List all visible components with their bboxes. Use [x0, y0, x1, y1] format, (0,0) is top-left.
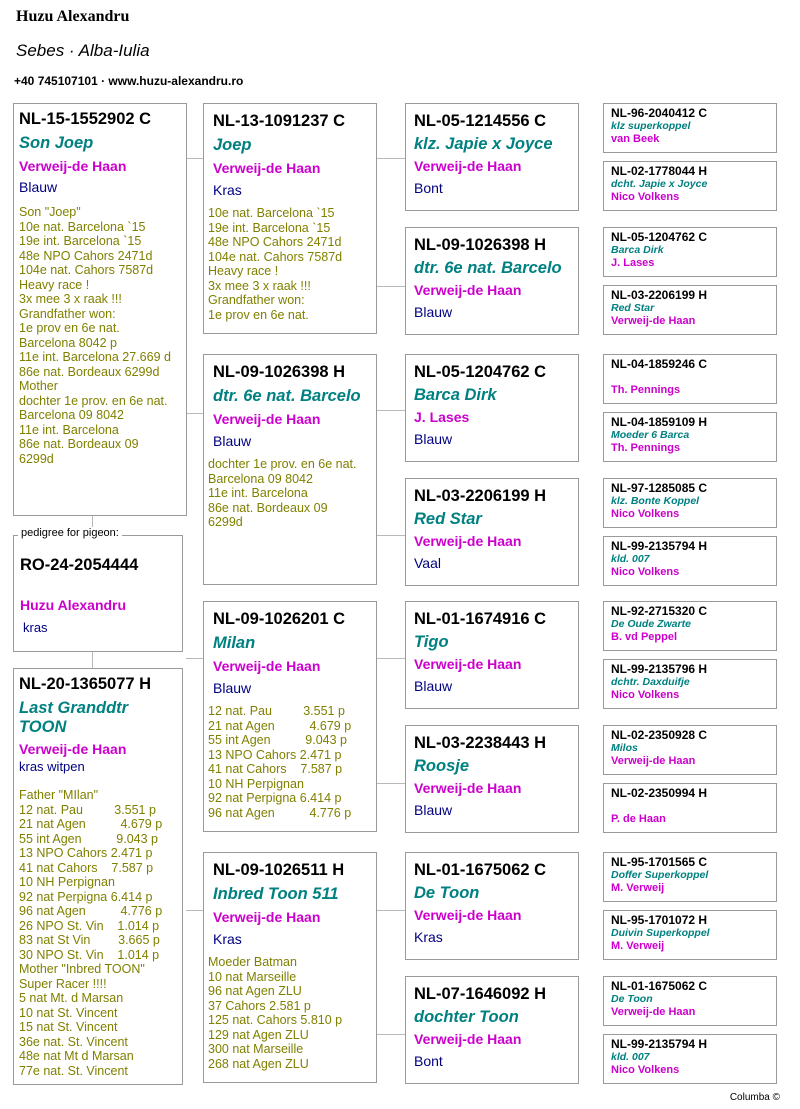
grandparent-card	[203, 103, 377, 334]
connector-line	[377, 658, 405, 659]
achievements: dochter 1e prov. en 6e nat. Barcelona 09 8042 11e int. Barcelona 86e nat. Bordeaux 09 6299d	[208, 457, 357, 529]
great-grandparent-card	[405, 976, 579, 1084]
pigeon-name: kld. 007	[611, 1051, 650, 1063]
ancestor-card	[603, 659, 777, 709]
pigeon-name: Doffer Superkoppel	[611, 869, 709, 881]
copyright-footer: Columba ©	[729, 1092, 780, 1103]
ring-number: NL-92-2715320 C	[611, 604, 708, 618]
connector-line	[92, 651, 93, 669]
connector-line	[377, 158, 405, 159]
breeder: Verweij-de Haan	[414, 158, 522, 174]
great-grandparent-card	[405, 601, 579, 709]
breeder: Verweij-de Haan	[414, 533, 522, 549]
ring-number: NL-97-1285085 C	[611, 481, 708, 495]
pigeon-name: dcht. Japie x Joyce	[611, 178, 708, 190]
ancestor-card	[603, 412, 777, 462]
breeder: M. Verweij	[611, 940, 665, 952]
connector-line	[186, 658, 204, 659]
breeder: J. Lases	[414, 409, 470, 425]
pigeon-name: dtr. 6e nat. Barcelo	[414, 259, 562, 277]
ring-number: NL-09-1026398 H	[213, 363, 346, 381]
pigeon-name: dochter Toon	[414, 1008, 519, 1026]
breeder: Verweij-de Haan	[213, 160, 321, 176]
achievements: Son "Joep" 10e nat. Barcelona `15 19e int. Barcelona `15 48e NPO Cahors 2471d 104e nat. Cahors 7587d Heavy race ! 3x mee 3 x raak !!! Grandfather won: 1e prov en 6e nat. Barcelona 8042 p 11e int. Barcelona 27.669 d 86e nat. Bordeaux 6299d Mother dochter 1e prov. en 6e nat. Barcelona 09 8042 11e int. Barcelona 86e nat. Bordeaux 09 6299d	[19, 205, 171, 466]
breeder: Huzu Alexandru	[20, 597, 127, 613]
breeder: P. de Haan	[611, 813, 666, 825]
ring-number: NL-04-1859109 H	[611, 415, 708, 429]
breeder: B. vd Peppel	[611, 631, 678, 643]
great-grandparent-card	[405, 227, 579, 335]
color: Kras	[213, 182, 242, 198]
color: kras	[23, 620, 48, 635]
great-grandparent-card	[405, 725, 579, 833]
pigeon-name: Red Star	[414, 510, 482, 528]
great-grandparent-card	[405, 478, 579, 586]
breeder: Verweij-de Haan	[414, 1031, 522, 1047]
ring-number: NL-05-1204762 C	[414, 363, 547, 381]
pigeon-name: klz superkoppel	[611, 120, 691, 132]
breeder: M. Verweij	[611, 882, 665, 894]
breeder: Verweij-de Haan	[19, 158, 127, 174]
ancestor-card	[603, 783, 777, 833]
breeder: Verweij-de Haan	[414, 282, 522, 298]
breeder: Verweij-de Haan	[611, 1006, 696, 1018]
ring-number: NL-02-1778044 H	[611, 164, 708, 178]
ancestor-card	[603, 536, 777, 586]
connector-line	[377, 410, 405, 411]
ancestor-card	[603, 976, 777, 1026]
ring-number: NL-09-1026201 C	[213, 610, 346, 628]
connector-line	[377, 535, 405, 536]
ancestor-card	[603, 725, 777, 775]
ring-number: NL-99-2135796 H	[611, 662, 708, 676]
color: Kras	[414, 929, 443, 945]
subject-pigeon-card	[13, 535, 183, 652]
ring-number: NL-01-1675062 C	[414, 861, 547, 879]
ring-number: NL-05-1214556 C	[414, 112, 547, 130]
breeder: Verweij-de Haan	[19, 741, 127, 757]
color: Blauw	[213, 680, 252, 696]
breeder: J. Lases	[611, 257, 655, 269]
breeder: Nico Volkens	[611, 566, 680, 578]
ring-number: NL-02-2350994 H	[611, 786, 708, 800]
ancestor-card	[603, 354, 777, 404]
ring-number: NL-01-1674916 C	[414, 610, 547, 628]
ring-number: NL-15-1552902 C	[19, 110, 152, 128]
breeder: Verweij-de Haan	[213, 909, 321, 925]
pigeon-name: De Toon	[611, 993, 653, 1005]
ancestor-card	[603, 910, 777, 960]
ring-number: NL-13-1091237 C	[213, 112, 346, 130]
pigeon-name: Duivin Superkoppel	[611, 927, 710, 939]
ancestor-card	[603, 852, 777, 902]
ring-number: NL-07-1646092 H	[414, 985, 547, 1003]
ring-number: RO-24-2054444	[20, 556, 139, 574]
ring-number: NL-09-1026398 H	[414, 236, 547, 254]
grandparent-card	[203, 354, 377, 585]
color: Blauw	[414, 431, 453, 447]
connector-line	[377, 286, 405, 287]
ring-number: NL-99-2135794 H	[611, 539, 708, 553]
breeder: Th. Pennings	[611, 442, 681, 454]
ring-number: NL-09-1026511 H	[213, 861, 345, 879]
breeder: van Beek	[611, 133, 660, 145]
breeder: Nico Volkens	[611, 508, 680, 520]
ring-number: NL-05-1204762 C	[611, 230, 708, 244]
connector-line	[377, 1034, 405, 1035]
ring-number: NL-03-2206199 H	[611, 288, 708, 302]
pigeon-name: Last Granddtr TOON	[19, 699, 129, 736]
ancestor-card	[603, 161, 777, 211]
pigeon-name: Barca Dirk	[414, 386, 497, 404]
color: Blauw	[19, 179, 58, 195]
ancestor-card	[603, 601, 777, 651]
breeder-name: Huzu Alexandru	[16, 8, 130, 25]
pigeon-name: Moeder 6 Barca	[611, 429, 690, 441]
ancestor-card	[603, 285, 777, 335]
ring-number: NL-03-2238443 H	[414, 734, 547, 752]
connector-line	[186, 413, 204, 414]
color: Blauw	[414, 678, 453, 694]
breeder: Verweij-de Haan	[213, 411, 321, 427]
pigeon-name: Tigo	[414, 633, 449, 651]
grandparent-card	[203, 601, 377, 832]
connector-line	[377, 783, 405, 784]
color: Bont	[414, 1053, 443, 1069]
pigeon-name: De Toon	[414, 884, 480, 902]
pigeon-name	[611, 800, 769, 813]
pigeon-name: klz. Japie x Joyce	[414, 135, 553, 153]
color: Vaal	[414, 555, 441, 571]
color: Blauw	[414, 802, 453, 818]
pigeon-name: De Oude Zwarte	[611, 618, 691, 630]
ancestor-card	[603, 478, 777, 528]
breeder: Th. Pennings	[611, 384, 681, 396]
ancestor-card	[603, 227, 777, 277]
pigeon-name: Red Star	[611, 302, 655, 314]
pigeon-name: Son Joep	[19, 134, 94, 152]
pedigree-label: pedigree for pigeon:	[18, 527, 122, 539]
great-grandparent-card	[405, 103, 579, 211]
ring-number: NL-04-1859246 C	[611, 357, 708, 371]
pigeon-name: klz. Bonte Koppel	[611, 495, 700, 507]
breeder: Verweij-de Haan	[611, 755, 696, 767]
sire-card	[13, 103, 187, 516]
ring-number: NL-95-1701072 H	[611, 913, 708, 927]
pigeon-name: dchtr. Daxduifje	[611, 676, 690, 688]
color: Bont	[414, 180, 443, 196]
ancestor-card	[603, 103, 777, 153]
pigeon-name: Milos	[611, 742, 638, 754]
breeder: Verweij-de Haan	[414, 907, 522, 923]
achievements: 12 nat. Pau 3.551 p 21 nat Agen 4.679 p 55 int Agen 9.043 p 13 NPO Cahors 2.471 p 41 nat Cahors 7.587 p 10 NH Perpignan 92 nat Perpigna 6.414 p 96 nat Agen 4.776 p	[208, 704, 352, 820]
ancestor-card	[603, 1034, 777, 1084]
breeder: Verweij-de Haan	[414, 656, 522, 672]
color: Kras	[213, 931, 242, 947]
pigeon-name	[611, 371, 769, 384]
connector-line	[186, 910, 204, 911]
breeder: Verweij-de Haan	[213, 658, 321, 674]
ring-number: NL-20-1365077 H	[19, 675, 152, 693]
breeder: Verweij-de Haan	[414, 780, 522, 796]
ring-number: NL-99-2135794 H	[611, 1037, 708, 1051]
breeder: Nico Volkens	[611, 1064, 680, 1076]
breeder: Nico Volkens	[611, 191, 680, 203]
ring-number: NL-96-2040412 C	[611, 106, 708, 120]
breeder-location: Sebes · Alba-Iulia	[16, 41, 150, 60]
pigeon-name: Joep	[213, 136, 252, 154]
achievements: Moeder Batman 10 nat Marseille 96 nat Agen ZLU 37 Cahors 2.581 p 125 nat. Cahors 5.810 p 129 nat Agen ZLU 300 nat Marseille 268 nat Agen ZLU	[208, 955, 343, 1071]
pigeon-name: kld. 007	[611, 553, 650, 565]
breeder: Verweij-de Haan	[611, 315, 696, 327]
connector-line	[186, 158, 204, 159]
pigeon-name: dtr. 6e nat. Barcelo	[213, 387, 361, 405]
great-grandparent-card	[405, 354, 579, 462]
achievements: Father "MIlan" 12 nat. Pau 3.551 p 21 nat Agen 4.679 p 55 int Agen 9.043 p 13 NPO Cahors 2.471 p 41 nat Cahors 7.587 p 10 NH Perpignan 92 nat Perpigna 6.414 p 96 nat Agen 4.776 p 26 NPO St. Vin 1.014 p 83 nat St Vin 3.665 p 30 NPO St. Vin 1.014 p Mother "Inbred TOON" Super Racer !!!! 5 nat Mt. d Marsan 10 nat St. Vincent 15 nat St. Vincent 36e nat. St. Vincent 48e nat Mt d Marsan 77e nat. St. Vincent	[19, 788, 163, 1078]
ring-number: NL-95-1701565 C	[611, 855, 708, 869]
pigeon-name: Inbred Toon 511	[213, 885, 339, 903]
ring-number: NL-02-2350928 C	[611, 728, 708, 742]
ring-number: NL-03-2206199 H	[414, 487, 547, 505]
color: Blauw	[414, 304, 453, 320]
color: kras witpen	[19, 759, 85, 774]
color: Blauw	[213, 433, 252, 449]
pigeon-name: Barca Dirk	[611, 244, 664, 256]
pigeon-name: Milan	[213, 634, 256, 652]
achievements: 10e nat. Barcelona `15 19e int. Barcelona `15 48e NPO Cahors 2471d 104e nat. Cahors 7587d Heavy race ! 3x mee 3 x raak !!! Grandfather won: 1e prov en 6e nat.	[208, 206, 343, 322]
great-grandparent-card	[405, 852, 579, 960]
breeder: Nico Volkens	[611, 689, 680, 701]
ring-number: NL-01-1675062 C	[611, 979, 708, 993]
dam-card	[13, 668, 183, 1085]
grandparent-card	[203, 852, 377, 1083]
pigeon-name: Roosje	[414, 757, 470, 775]
connector-line	[377, 910, 405, 911]
breeder-contact: +40 745107101 · www.huzu-alexandru.ro	[14, 74, 244, 88]
